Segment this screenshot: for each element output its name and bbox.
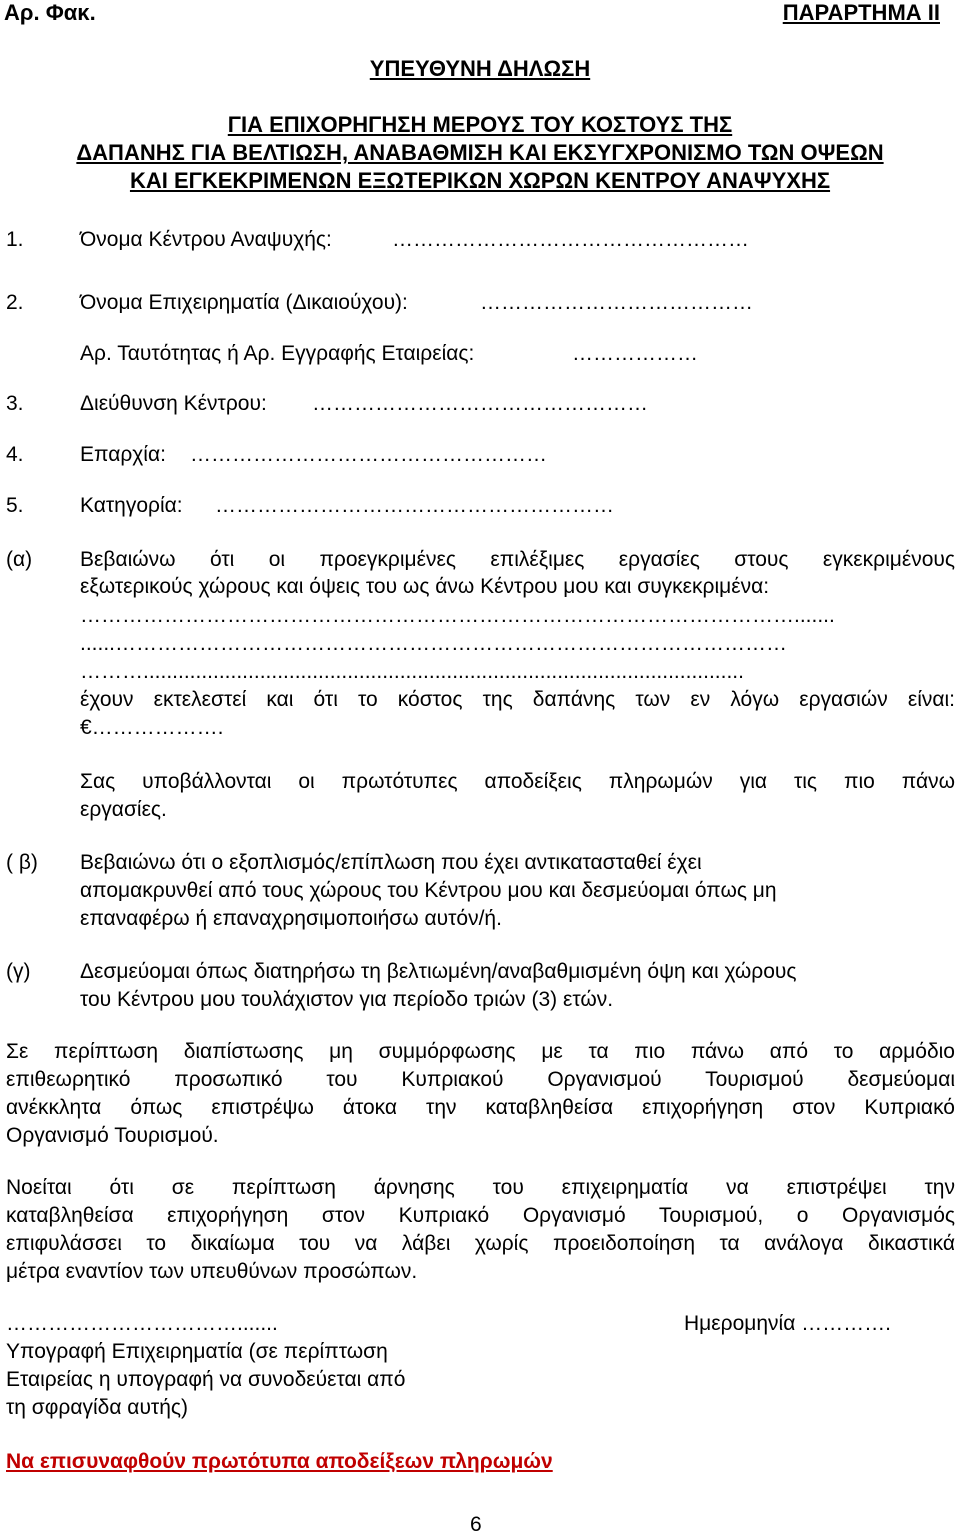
section-a-dots-3: ………....................................................................................................... <box>80 660 744 683</box>
field-label: Επαρχία: <box>80 443 166 466</box>
field-label: Όνομα Κέντρου Αναψυχής: <box>80 228 332 251</box>
section-a-amount: €………………. <box>80 716 224 739</box>
paragraph-line: επιθεωρητικό προσωπικό του Κυπριακού Οργανισμού Τουρισμού δεσμεύομαι <box>6 1068 955 1091</box>
paragraph-line: καταβληθείσα επιχορήγηση στον Κυπριακό Οργανισμό Τουρισμού, ο Οργανισμός <box>6 1204 955 1227</box>
section-b-line-3: επαναφέρω ή επαναχρησιμοποιήσω αυτόν/ή. <box>80 907 502 930</box>
section-b-line-1: Βεβαιώνω ότι ο εξοπλισμός/επίπλωση που έχει αντικατασταθεί έχει <box>80 851 702 874</box>
field-label: Κατηγορία: <box>80 494 183 517</box>
field-label: Διεύθυνση Κέντρου: <box>80 392 267 415</box>
page-number: 6 <box>470 1513 482 1536</box>
field-number: 4. <box>6 443 24 466</box>
field-value: ………………………………… <box>480 291 753 314</box>
subtitle-line-1: ΓΙΑ ΕΠΙΧΟΡΗΓΗΣΗ ΜΕΡΟΥΣ ΤΟΥ ΚΟΣΤΟΥΣ ΤΗΣ <box>227 112 733 137</box>
file-number-label: Αρ. Φακ. <box>4 0 96 25</box>
section-c-line-1: Δεσμεύομαι όπως διατηρήσω τη βελτιωμένη/αναβαθμισμένη όψη και χώρους <box>80 960 797 983</box>
section-a-line-5: εργασίες. <box>80 798 167 821</box>
paragraph-line: ανέκκλητα όπως επιστρέψω άτοκα την καταβληθείσα επιχορήγηση στον Κυπριακό <box>6 1096 955 1119</box>
section-a-line-1: Βεβαιώνω ότι οι προεγκριμένες επιλέξιμες εργασίες στους εγκεκριμένους <box>80 548 955 571</box>
section-marker: (γ) <box>6 960 31 983</box>
section-marker: ( β) <box>6 851 38 874</box>
field-value: …………………………………………… <box>392 228 749 251</box>
paragraph-line: επιφυλάσσει το δικαίωμα του να λάβει χωρίς προειδοποίηση τα ανάλογα δικαστικά <box>6 1232 955 1255</box>
paragraph-line: Νοείται ότι σε περίπτωση άρνησης του επιχειρηματία να επιστρέψει την <box>6 1176 955 1199</box>
field-number: 1. <box>6 228 24 251</box>
signature-line: ……………………………....... <box>6 1312 278 1335</box>
field-number: 2. <box>6 291 24 314</box>
annex-label: ΠΑΡΑΡΤΗΜΑ ΙΙ <box>782 0 940 25</box>
paragraph-line: Οργανισμό Τουρισμού. <box>6 1124 219 1147</box>
field-number: 5. <box>6 494 24 517</box>
subtitle-line-3: ΚΑΙ ΕΓΚΕΚΡΙΜΕΝΩΝ ΕΞΩΤΕΡΙΚΩΝ ΧΩΡΩΝ ΚΕΝΤΡΟΥ ΑΝΑΨΥΧΗΣ <box>129 168 831 193</box>
subtitle-line-2: ΔΑΠΑΝΗΣ ΓΙΑ ΒΕΛΤΙΩΣΗ, ΑΝΑΒΑΘΜΙΣΗ ΚΑΙ ΕΚΣΥΓΧΡΟΝΙΣΜΟ ΤΩΝ ΟΨΕΩΝ <box>76 140 884 165</box>
section-marker: (α) <box>6 548 33 571</box>
paragraph-line: Σε περίπτωση διαπίστωσης μη συμμόρφωσης με τα πιο πάνω από το αρμόδιο <box>6 1040 955 1063</box>
section-c-line-2: του Κέντρου μου τουλάχιστον για περίοδο τριών (3) ετών. <box>80 988 614 1011</box>
field-label: Όνομα Επιχειρηματία (Δικαιούχου): <box>80 291 408 314</box>
signature-caption-line: Υπογραφή Επιχειρηματία (σε περίπτωση <box>6 1340 388 1363</box>
date-field: Ημερομηνία …………. <box>684 1312 892 1335</box>
signature-caption-line: Εταιρείας η υπογραφή να συνοδεύεται από <box>6 1368 406 1391</box>
field-value: …………………………………………… <box>190 443 547 466</box>
section-a-dots-1: …………………………………………………………………………………………....... <box>80 604 835 627</box>
paragraph-line: μέτρα εναντίον των υπευθύνων προσώπων. <box>6 1260 418 1283</box>
section-a-line-3: έχουν εκτελεστεί και ότι το κόστος της δαπάνης των εν λόγω εργασιών είναι: <box>80 688 955 711</box>
document-title: ΥΠΕΥΘΥΝΗ ΔΗΛΩΣΗ <box>369 56 591 81</box>
field-number: 3. <box>6 392 24 415</box>
field-value: ……………… <box>572 342 698 365</box>
attachment-note: Να επισυναφθούν πρωτότυπα αποδείξεων πληρωμών <box>6 1450 553 1473</box>
signature-caption-line: τη σφραγίδα αυτής) <box>6 1396 189 1419</box>
field-value: ………………………………………… <box>312 392 648 415</box>
section-a-line-4: Σας υποβάλλονται οι πρωτότυπες αποδείξεις πληρωμών για τις πιο πάνω <box>80 770 955 793</box>
field-label: Αρ. Ταυτότητας ή Αρ. Εγγραφής Εταιρείας: <box>80 342 475 365</box>
section-a-dots-2: ......…………………………………………………………………………………… <box>80 632 788 655</box>
section-a-line-2: εξωτερικούς χώρους και όψεις του ως άνω Κέντρου μου και συγκεκριμένα: <box>80 575 770 598</box>
section-b-line-2: απομακρυνθεί από τους χώρους του Κέντρου μου και δεσμεύομαι όπως μη <box>80 879 777 902</box>
field-value: ………………………………………………… <box>215 494 614 517</box>
